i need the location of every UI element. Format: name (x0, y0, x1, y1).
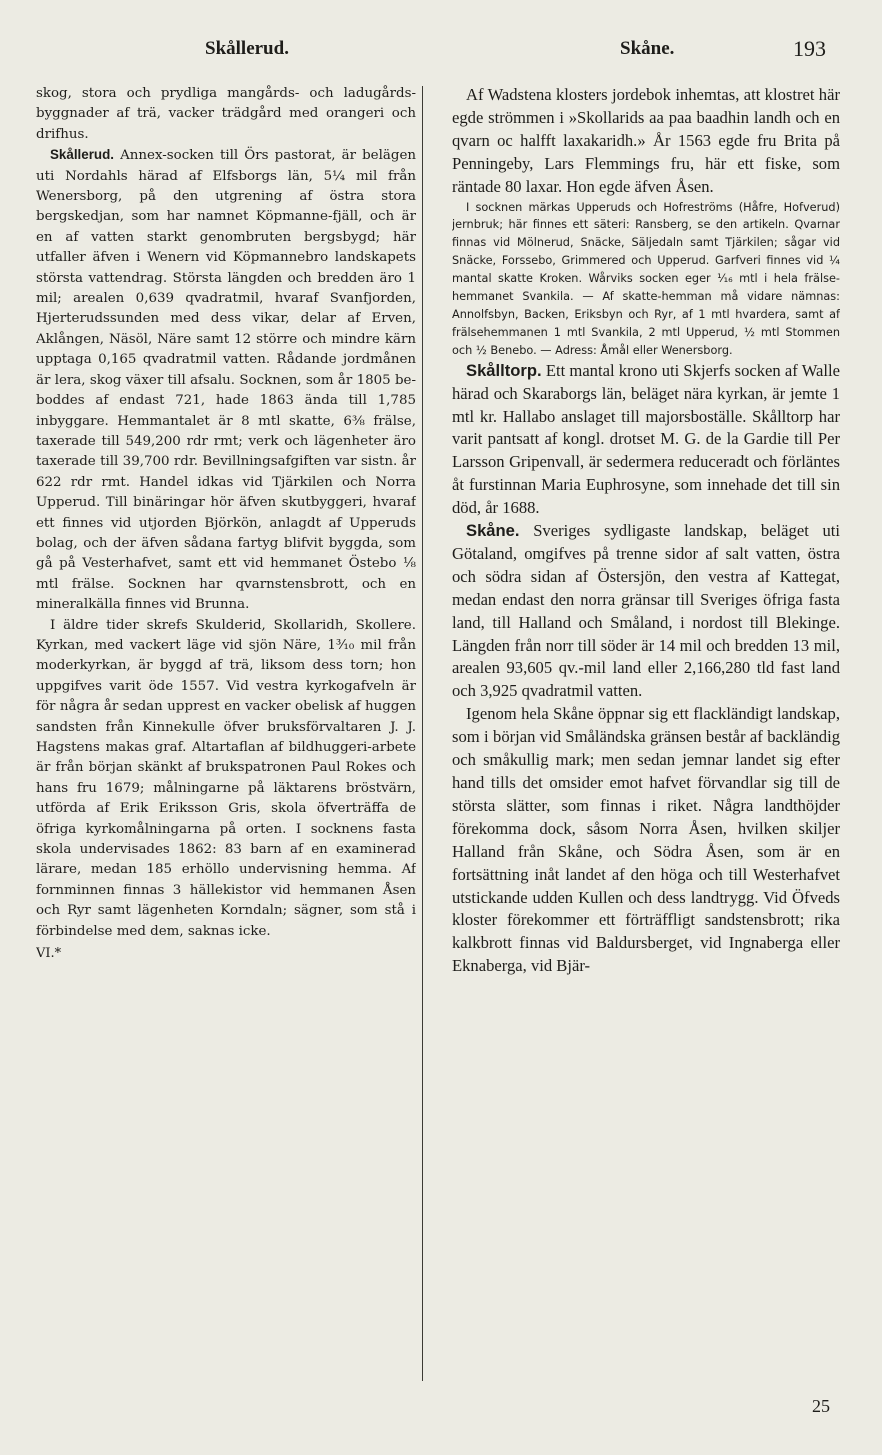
entry-text: Sveriges sydligaste landskap, beläget uti Götaland, omgifves på trenne sidor af salt vatten, östra och södra sidan af Östersjön, den vestra af Kattegat, medan endast den norra gränsar till Sveriges öfriga fasta land, till Halland och Småland, i nordost till Blekinge. Längden från norr till söder är 14 mil och bredden 13 mil, arealen 93,605 qv.-mil land eller 2,166,280 tld fast land och 3,925 qvadratmil vatten. (452, 521, 840, 701)
headword: Skållerud. (50, 147, 115, 163)
paragraph: Af Wadstena klosters jordebok inhemtas, att klostret här egde strömmen i »Skollarids aa paa baadhin landh och en qvarn oc halfft laxakaridh.» År 1563 egde fru Brita på Penningeby, Lars Flemmings fru, här ett fiske, som räntade 80 laxar. Hon egde äfven Åsen. (452, 85, 840, 196)
signature-mark: 25 (812, 1396, 830, 1416)
headword: Skålltorp. (466, 360, 542, 380)
left-column (36, 84, 416, 1399)
running-head (0, 38, 882, 72)
signature-mark: VI.* (36, 946, 62, 962)
small-type-note: I socknen märkas Upperuds och Hofreströms (Håfre, Hofverud) jernbruk; här finnes ett säteri: Ransberg, se den artikeln. Qvarnar finnas vid Mölnerud, Snäcke, Säljedaln samt Tjärkilen; sågar vid Snäcke, Forssebo, Grimmered och Upperud. Garfveri finnes vid ¼ mantal skatte Kroken. Wårviks socken eger ¹⁄₁₆ mtl i hela frälse-hemmanet Svankila. — Af skatte-hemman må vidare nämnas: Annolfsbyn, Backen, Eriksbyn och Ryr, af 1 mtl hvardera, samt af frälsehemmanen 1 mtl Svankila, 2 mtl Upperud, ½ mtl Stommen och ½ Benebo. — Adress: Åmål eller Wenersborg. (452, 200, 840, 357)
entry-skallerud (36, 145, 416, 615)
entry-skalltorp (452, 360, 840, 520)
right-column (452, 84, 840, 1399)
paragraph: skog, stora och prydliga mangårds- och ladugårds-byggnader af trä, vacker trädgård med orangeri och drifhus. (36, 86, 416, 142)
running-head-left: Skållerud. (205, 38, 289, 59)
page-number: 193 (793, 36, 826, 61)
entry-text: Ett mantal krono uti Skjerfs socken af Walle härad och Skaraborgs län, beläget nära kyrkan, är jemte 1 mtl kr. Hallabo anslaget till majorsboställe. Skålltorp har varit pantsatt af kongl. drotset M. G. de la Gardie till Per Larsson Gripenvall, är sedermera reduceradt och förläntes åt furstinnan Maria Euphrosyne, som innehade det till sin död, år 1688. (452, 360, 840, 518)
paragraph: Igenom hela Skåne öppnar sig ett flackländigt landskap, som i början vid Småländska gränsen består af backländig och småkullig mark; men sedan jemnar landet sig efter hand tills det omsider emot hafvet förvandlar sig till de största slätter, som finnas i riket. Några landthöjder förekomma dock, såsom Norra Åsen, hvilken skiljer Halland från Skåne, och Södra Åsen, som är en fortsättning inåt landet af den höga och till Westerhafvet utstickande udden Kullen och dess landtrygg. Vid Öfveds kloster förekommer ett förträffligt sandstensbrott; rika kalkbrott finnas vid Baldursberget, vid Ingnaberga eller Eknaberga, vid Bjär- (452, 704, 840, 976)
running-head-center: Skåne. (620, 38, 675, 59)
entry-text: Annex-socken till Örs pastorat, är belägen uti Nordahls härad af Elfsborgs län, 5¼ mil från Wenersborg, på den utgrening af östra stora bergskedjan, som har namnet Köpmanne-fjäll, och är en af vatten starkt genombruten bergsbygd; här utfaller äfven i Wenern vid Köpmannebro landskapets största vattendrag. Största längden och bredden äro 1 mil; arealen 0,639 qvadratmil, hvaraf Svanfjorden, Hjerterudssunden med dess vikar, delar af Erven, Aklången, Näsöl, Näre samt 12 större och mindre kärn upptaga 0,165 qvadratmil vatten. Rådande jordmånen är lera, skog växer till afsalu. Socknen, som år 1805 beboddes af endast 721, hade 1863 ända till 1,785 inbyggare. Hemmantalet är 8 mtl skatte, 6⅜ frälse, taxerade till 549,200 rdr rmt; verk och lägenheter äro taxerade till 39,700 rdr. Bevillningsafgiften var sistn. år 622 rdr rmt. Handel idkas vid Tjärkilen och Norra Upperud. Till binäringar hör äfven skutbyggeri, hvaraf ett finnes vid utjorden Björkön, anlagdt af Upperuds bolag, och der äfven sådana fartyg blifvit byggda, som gå på Vesterhafvet, samt ett vid hemmanet Östebo ⅛ mtl frälse. Socknen har qvarnstensbrott, och en mineralkälla finnes vid Brunna. (36, 148, 416, 613)
paragraph: I äldre tider skrefs Skulderid, Skollaridh, Skollere. Kyrkan, med vackert läge vid sjön Näre, 1³⁄₁₀ mil från moderkyrkan, är byggd af trä, liksom dess torn; hon uppgifves varit öde 1557. Vid vestra kyrkogafveln är för några år sedan upprest en vacker obelisk af huggen sandsten från Kinnekulle öfver bruksförvaltaren J. J. Hagstens makas graf. Altartaflan af bildhuggeri-arbete är från början skänkt af brukspatronen Paul Rokes och hans fru 1679; målningarne på läktarens bröstvärn, utförda af Erik Eriksson Gris, skola öfverträffa de öfriga kyrkomålningarna på orten. I socknens fasta skola undervisades 1862: 83 barn af en examinerad lärare, medan 185 erhöllo undervisning hemma. Af fornminnen finnas 3 hällekistor vid hemmanen Åsen och Ryr samt lägenheten Korndaln; sägner, som stå i förbindelse med dem, saknas icke. (36, 617, 416, 939)
entry-skane (452, 520, 840, 703)
column-divider (422, 86, 423, 1381)
headword: Skåne. (466, 521, 520, 541)
